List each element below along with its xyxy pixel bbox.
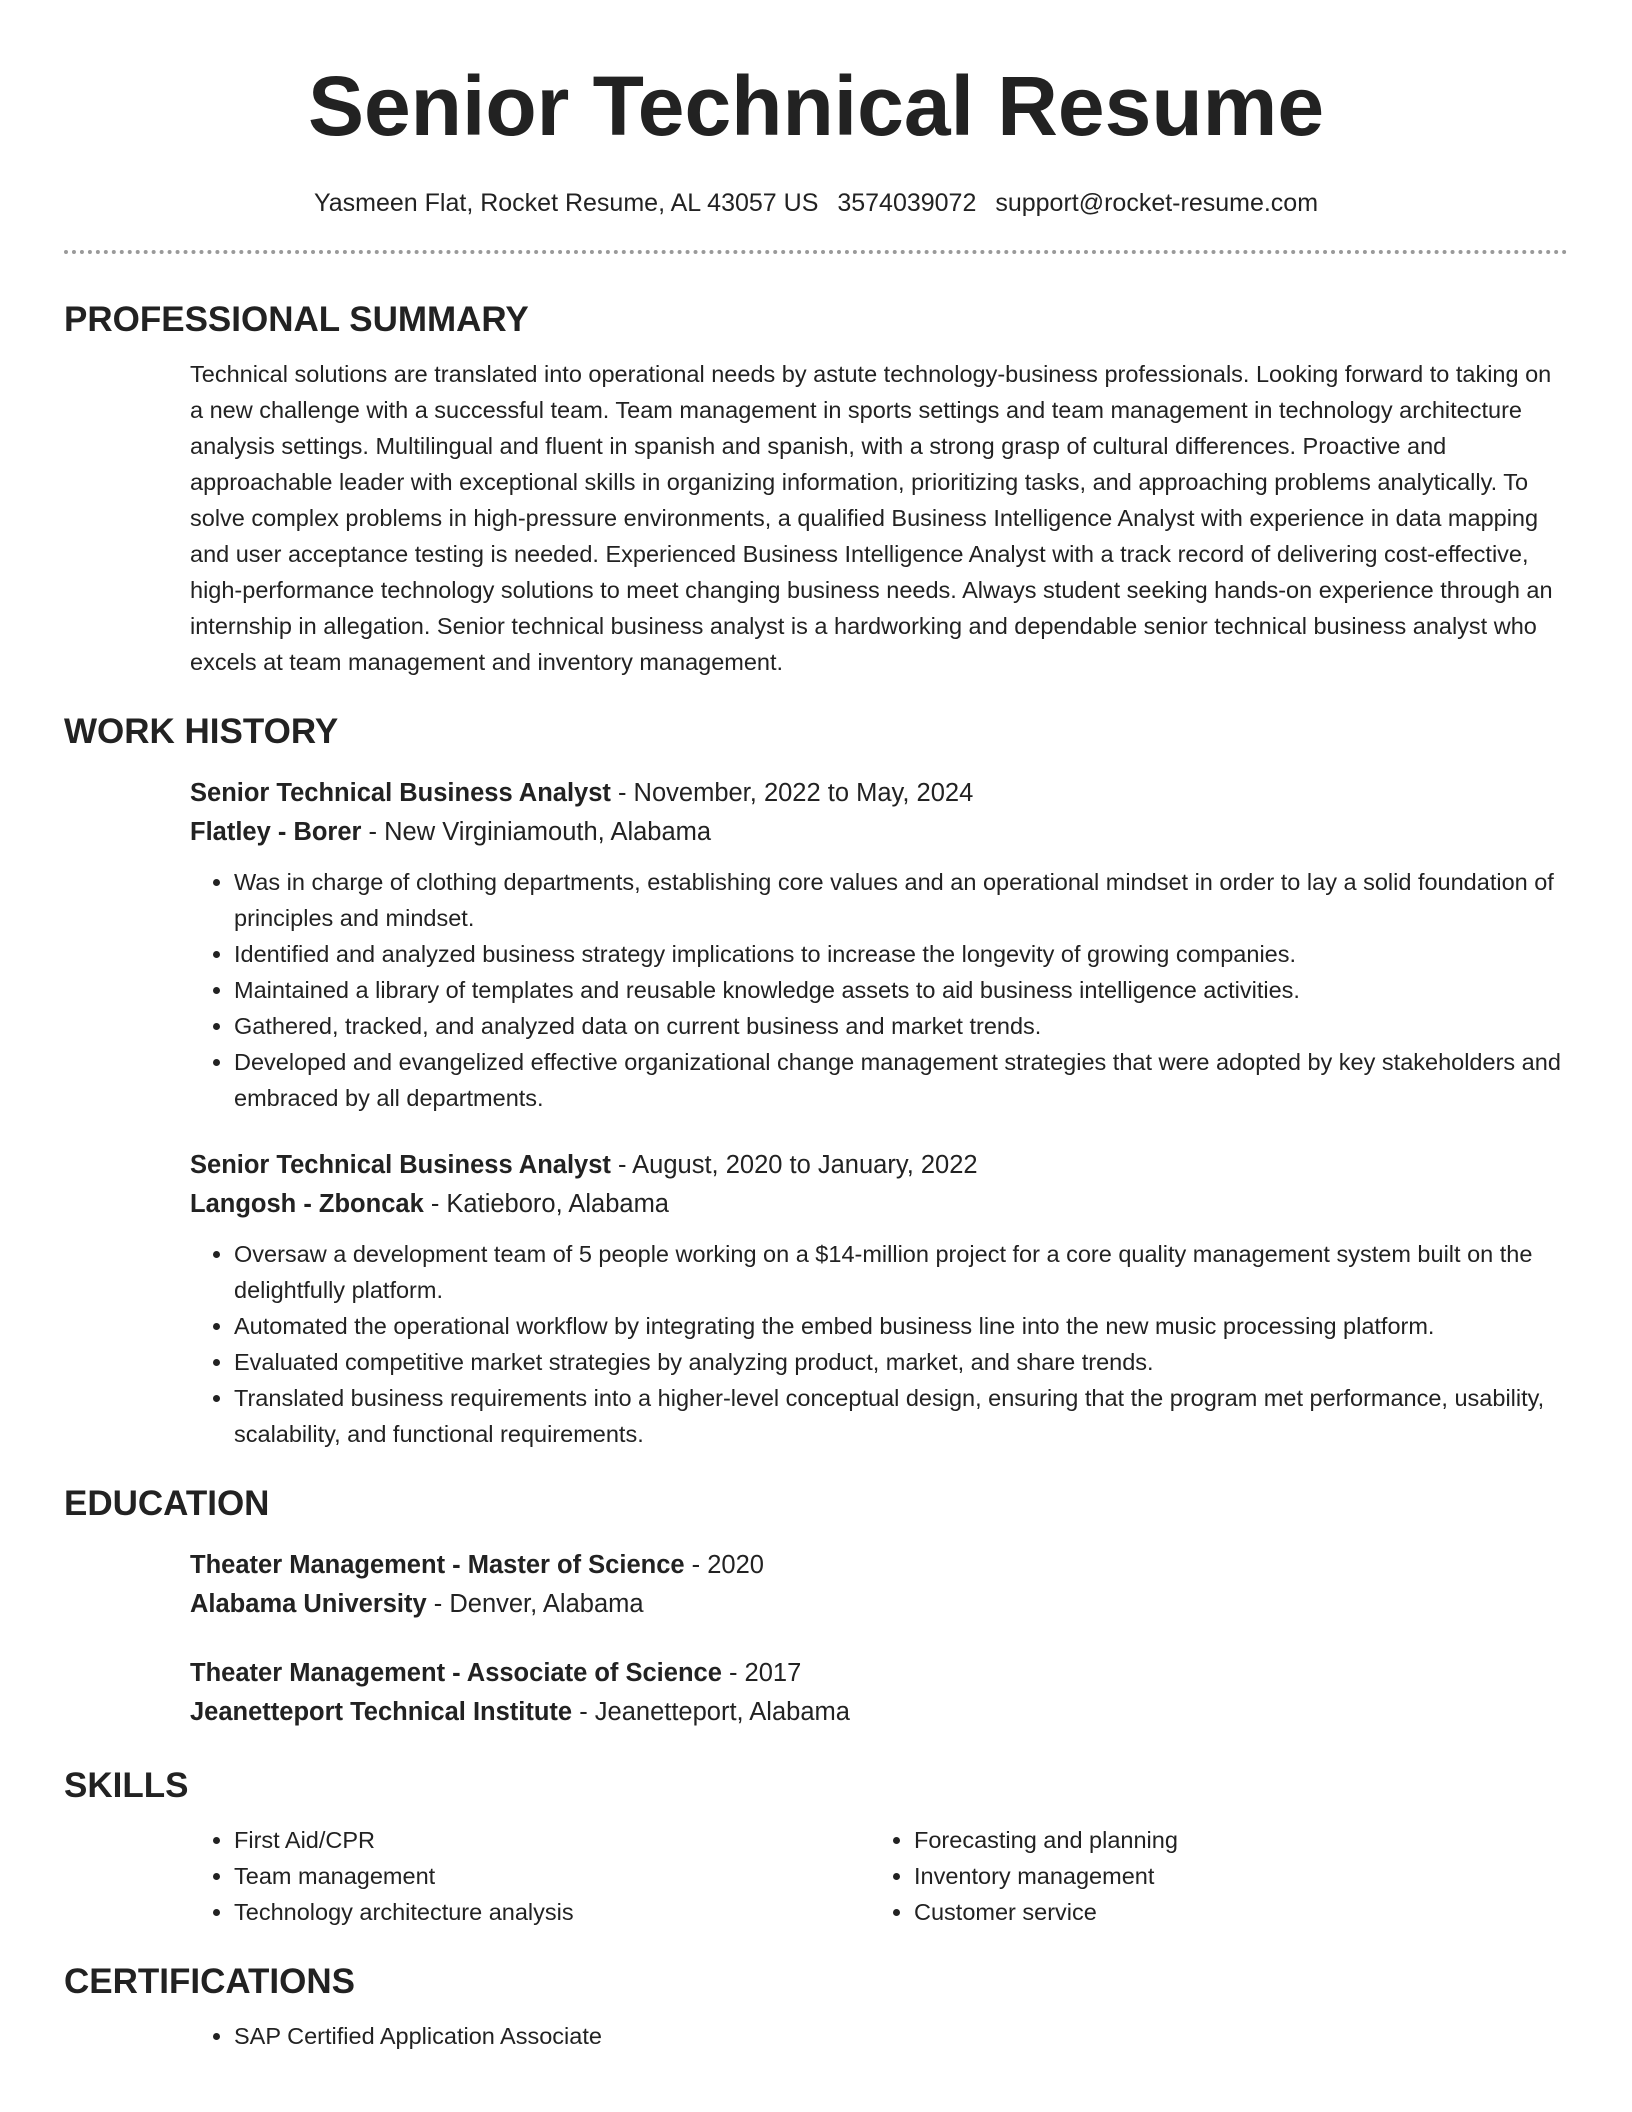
job-location: - New Virginiamouth, Alabama [361,818,712,846]
summary-text: Technical solutions are translated into operational needs by astute technology-business professionals. Looking forward to taking on a new challenge with a successful team. Team management in sports settings and team management in technology architecture analysis settings. Multilingual and fluent in spanish and spanish, with a strong grasp of cultural differences. Proactive and approachable leader with exceptional skills in organizing information, prioritizing tasks, and approaching problems analytically. To solve complex problems in high-pressure environments, a qualified Business Intelligence Analyst with experience in data mapping and user acceptance testing is needed. Experienced Business Intelligence Analyst with a track record of delivering cost-effective, high-performance technology solutions to meet changing business needs. Always student seeking hands-on experience through an internship in allegation. Senior technical business analyst is a hardworking and dependable senior technical business analyst who excels at team management and inventory management. [190,361,1553,675]
job-entry [190,1146,1568,1452]
job-bullets [190,1236,1568,1452]
education-school: Alabama University [190,1590,427,1618]
education-location: - Jeanetteport, Alabama [572,1698,850,1726]
work-history-heading: WORK HISTORY [64,712,339,751]
certifications-heading: CERTIFICATIONS [64,1962,356,2001]
skills-section [64,1764,1568,1930]
contact-address: Yasmeen Flat, Rocket Resume, AL 43057 US [313,189,819,217]
skill-item: • Team management [234,1858,870,1894]
summary-section [64,298,1568,680]
summary-heading: PROFESSIONAL SUMMARY [64,300,529,339]
job-bullet: • Oversaw a development team of 5 people working on a $14-million project for a core quality management system built on the delightfully platform. [234,1236,1568,1308]
education-entry [190,1546,1568,1624]
education-degree-line [190,1546,1568,1585]
education-location: - Denver, Alabama [426,1590,644,1618]
contact-email[interactable]: support@rocket-resume.com [995,189,1319,217]
job-bullet: • Identified and analyzed business strategy implications to increase the longevity of growing companies. [234,936,1568,972]
job-dates: - November, 2022 to May, 2024 [610,779,974,807]
skills-heading: SKILLS [64,1766,189,1805]
job-title-line [190,1146,1568,1185]
job-dates: - August, 2020 to January, 2022 [610,1151,978,1179]
job-bullet: • Was in charge of clothing departments, establishing core values and an operational mindset in order to lay a solid foundation of principles and mindset. [234,864,1568,936]
contact-phone[interactable]: 3574039072 [837,189,977,217]
education-heading: EDUCATION [64,1484,270,1523]
job-bullet: • Evaluated competitive market strategies by analyzing product, market, and share trends. [234,1344,1568,1380]
certifications-list [190,2018,1568,2054]
contact-line [64,186,1568,220]
skills-column-right [870,1822,1550,1930]
resume-title: Senior Technical Resume [307,59,1325,153]
education-school-line [190,1693,1568,1732]
job-bullet: • Translated business requirements into a higher-level conceptual design, ensuring that the program met performance, usability, scalability, and functional requirements. [234,1380,1568,1452]
job-title-line [190,774,1568,813]
certifications-section [64,1960,1568,2054]
job-company-line [190,813,1568,852]
job-bullet: • Developed and evangelized effective organizational change management strategies that were adopted by key stakeholders and embraced by all departments. [234,1044,1568,1116]
skill-item: • First Aid/CPR [234,1822,870,1858]
job-bullets [190,864,1568,1116]
education-section [64,1482,1568,1732]
education-degree: Theater Management - Associate of Science [190,1659,722,1687]
skill-item: • Customer service [914,1894,1550,1930]
education-school: Jeanetteport Technical Institute [190,1698,573,1726]
skill-item: • Inventory management [914,1858,1550,1894]
skills-column-left [190,1822,870,1930]
skill-item: • Forecasting and planning [914,1822,1550,1858]
job-bullet: • Maintained a library of templates and reusable knowledge assets to aid business intelligence activities. [234,972,1568,1008]
job-title: Senior Technical Business Analyst [190,779,611,807]
job-bullet: • Gathered, tracked, and analyzed data on current business and market trends. [234,1008,1568,1044]
job-company: Flatley - Borer [190,818,362,846]
education-year: - 2017 [721,1659,802,1687]
job-location: - Katieboro, Alabama [423,1190,669,1218]
education-entry [190,1654,1568,1732]
skill-item: • Technology architecture analysis [234,1894,870,1930]
job-company-line [190,1185,1568,1224]
certification-item: • SAP Certified Application Associate [234,2018,1568,2054]
education-school-line [190,1585,1568,1624]
education-degree: Theater Management - Master of Science [190,1551,685,1579]
skills-grid [190,1822,1568,1930]
work-history-section [64,710,1568,1452]
job-company: Langosh - Zboncak [190,1190,424,1218]
header-divider [64,250,1568,254]
job-entry [190,774,1568,1116]
job-bullet: • Automated the operational workflow by integrating the embed business line into the new music processing platform. [234,1308,1568,1344]
education-year: - 2020 [684,1551,764,1579]
education-degree-line [190,1654,1568,1693]
job-title: Senior Technical Business Analyst [190,1151,611,1179]
